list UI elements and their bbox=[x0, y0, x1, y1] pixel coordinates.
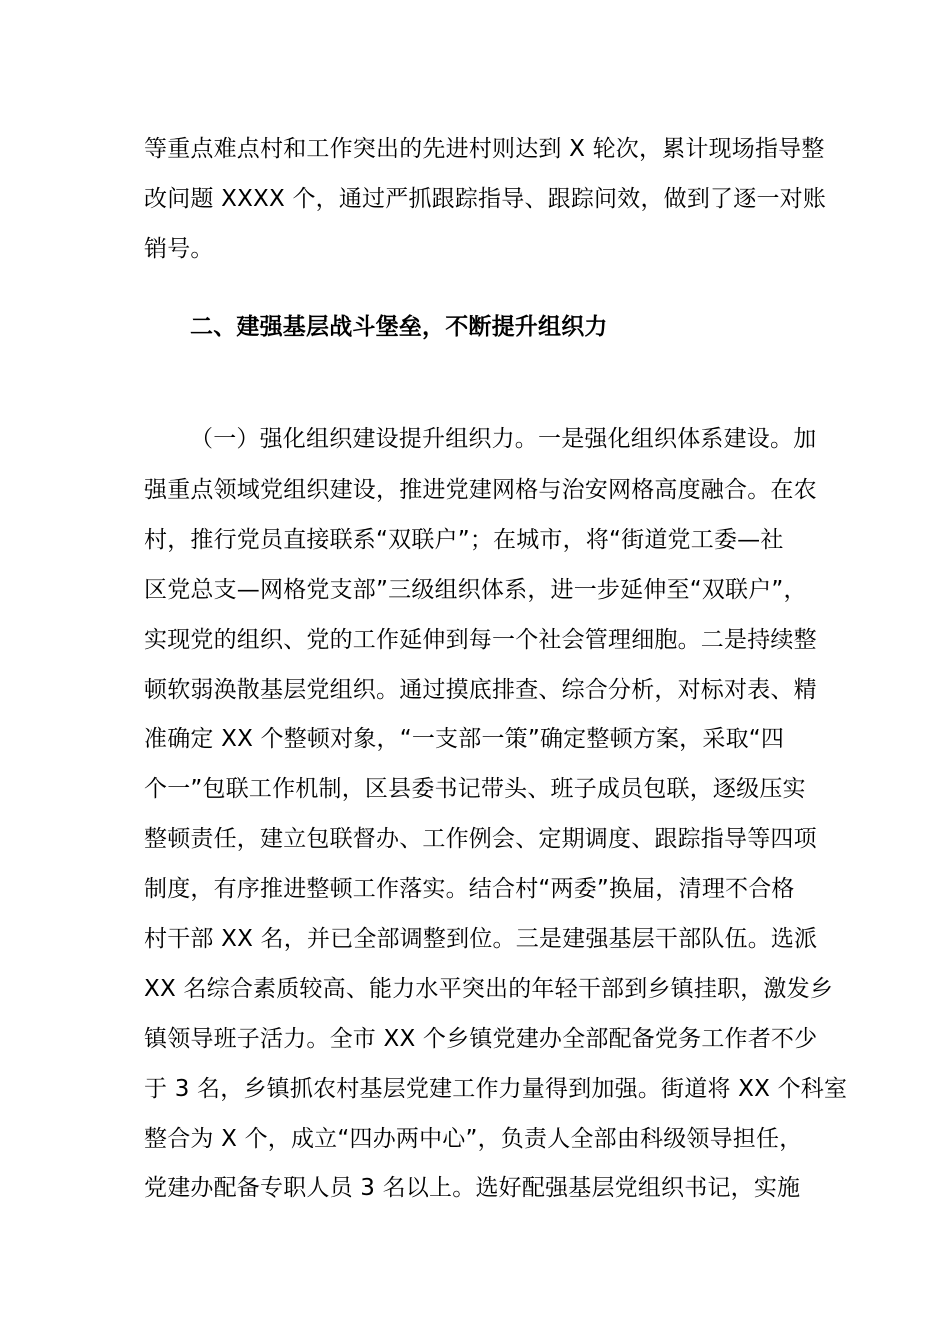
paragraph-line: 销号。 bbox=[144, 236, 214, 262]
paragraph-line: 等重点难点村和工作突出的先进村则达到 X 轮次，累计现场指导整 bbox=[144, 136, 825, 162]
paragraph-line: XX 名综合素质较高、能力水平突出的年轻干部到乡镇挂职，激发乡 bbox=[144, 976, 834, 1002]
paragraph-line: 准确定 XX 个整顿对象，“一支部一策”确定整顿方案，采取“四 bbox=[144, 726, 785, 752]
paragraph-line: 村干部 XX 名，并已全部调整到位。三是建强基层干部队伍。选派 bbox=[144, 926, 818, 952]
paragraph-line: 顿软弱涣散基层党组织。通过摸底排查、综合分析，对标对表、精 bbox=[144, 677, 817, 703]
section-heading: 二、建强基层战斗堡垒，不断提升组织力 bbox=[190, 314, 608, 340]
paragraph-line: 党建办配备专职人员 3 名以上。选好配强基层党组织书记，实施 bbox=[144, 1175, 801, 1201]
paragraph-line: 个一”包联工作机制，区县委书记带头、班子成员包联，逐级压实 bbox=[144, 776, 806, 802]
paragraph-line: 实现党的组织、党的工作延伸到每一个社会管理细胞。二是持续整 bbox=[144, 627, 817, 653]
paragraph-line: 制度，有序推进整顿工作落实。结合村“两委”换届，清理不合格 bbox=[144, 876, 795, 902]
paragraph-line: 区党总支—网格党支部”三级组织体系，进一步延伸至“双联户”， bbox=[144, 577, 807, 603]
paragraph-line: 改问题 XXXX 个，通过严抓跟踪指导、跟踪问效，做到了逐一对账 bbox=[144, 186, 827, 212]
paragraph-line: 整顿责任，建立包联督办、工作例会、定期调度、跟踪指导等四项 bbox=[144, 826, 817, 852]
paragraph-line: （一）强化组织建设提升组织力。一是强化组织体系建设。加 bbox=[190, 426, 817, 452]
paragraph-line: 镇领导班子活力。全市 XX 个乡镇党建办全部配备党务工作者不少 bbox=[144, 1026, 818, 1052]
paragraph-line: 整合为 X 个，成立“四办两中心”，负责人全部由科级领导担任， bbox=[144, 1126, 803, 1152]
paragraph-line: 强重点领域党组织建设，推进党建网格与治安网格高度融合。在农 bbox=[144, 477, 817, 503]
paragraph-line: 村，推行党员直接联系“双联户”；在城市，将“街道党工委—社 bbox=[144, 527, 784, 553]
paragraph-line: 于 3 名，乡镇抓农村基层党建工作力量得到加强。街道将 XX 个科室 bbox=[144, 1076, 848, 1102]
